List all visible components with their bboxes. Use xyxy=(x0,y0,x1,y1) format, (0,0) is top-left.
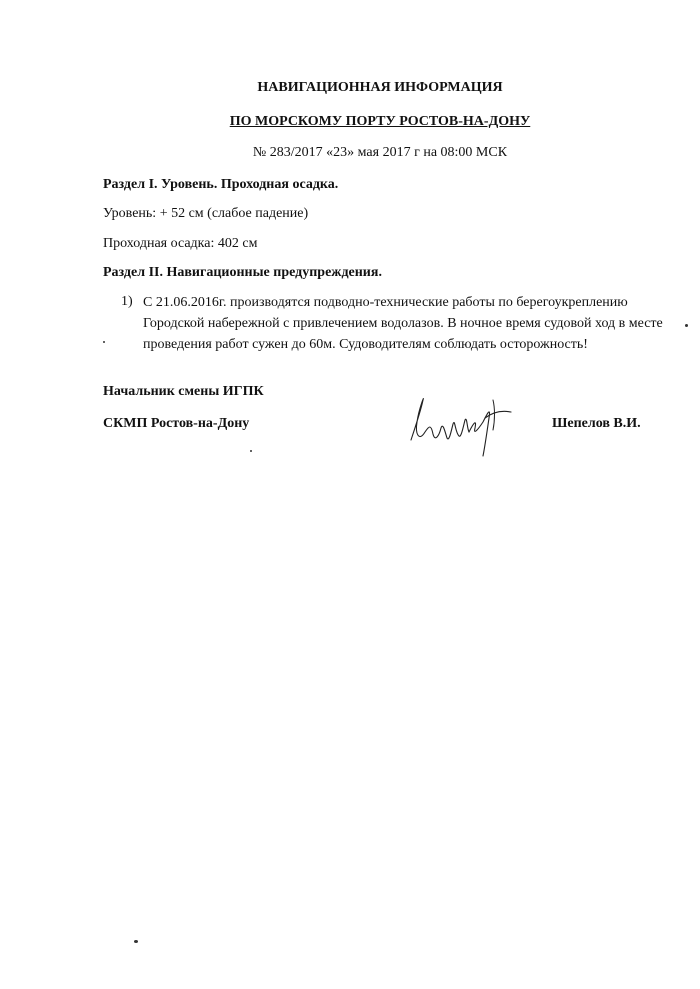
water-level-line: Уровень: + 52 см (слабое падение) xyxy=(103,206,309,221)
scan-speck xyxy=(250,450,252,452)
section1-heading: Раздел I. Уровень. Проходная осадка. xyxy=(103,177,339,192)
scan-speck xyxy=(103,341,105,343)
document-title: НАВИГАЦИОННАЯ ИНФОРМАЦИЯ xyxy=(257,80,503,95)
warning-item-text: С 21.06.2016г. производятся подводно-технические работы по берегоукреплению Городской набережной с привлечением водолазов. В ночное время судовой ход в месте проведения работ сужен до 60м. Судоводителям соблюдать осторожность! xyxy=(143,295,663,352)
draft-line: Проходная осадка: 402 см xyxy=(103,236,258,251)
signer-name: Шепелов В.И. xyxy=(552,416,641,431)
scan-speck xyxy=(685,324,688,327)
warning-item-number: 1) xyxy=(121,294,133,309)
document-subtitle: ПО МОРСКОМУ ПОРТУ РОСТОВ-НА-ДОНУ xyxy=(229,114,531,129)
signer-position-line2: СКМП Ростов-на-Дону xyxy=(103,416,250,431)
section2-heading: Раздел II. Навигационные предупреждения. xyxy=(103,265,382,280)
document-number-date: № 283/2017 «23» мая 2017 г на 08:00 МСК xyxy=(252,145,508,160)
scan-speck xyxy=(134,940,138,943)
signer-position-line1: Начальник смены ИГПК xyxy=(103,384,264,399)
handwritten-signature xyxy=(405,388,515,460)
